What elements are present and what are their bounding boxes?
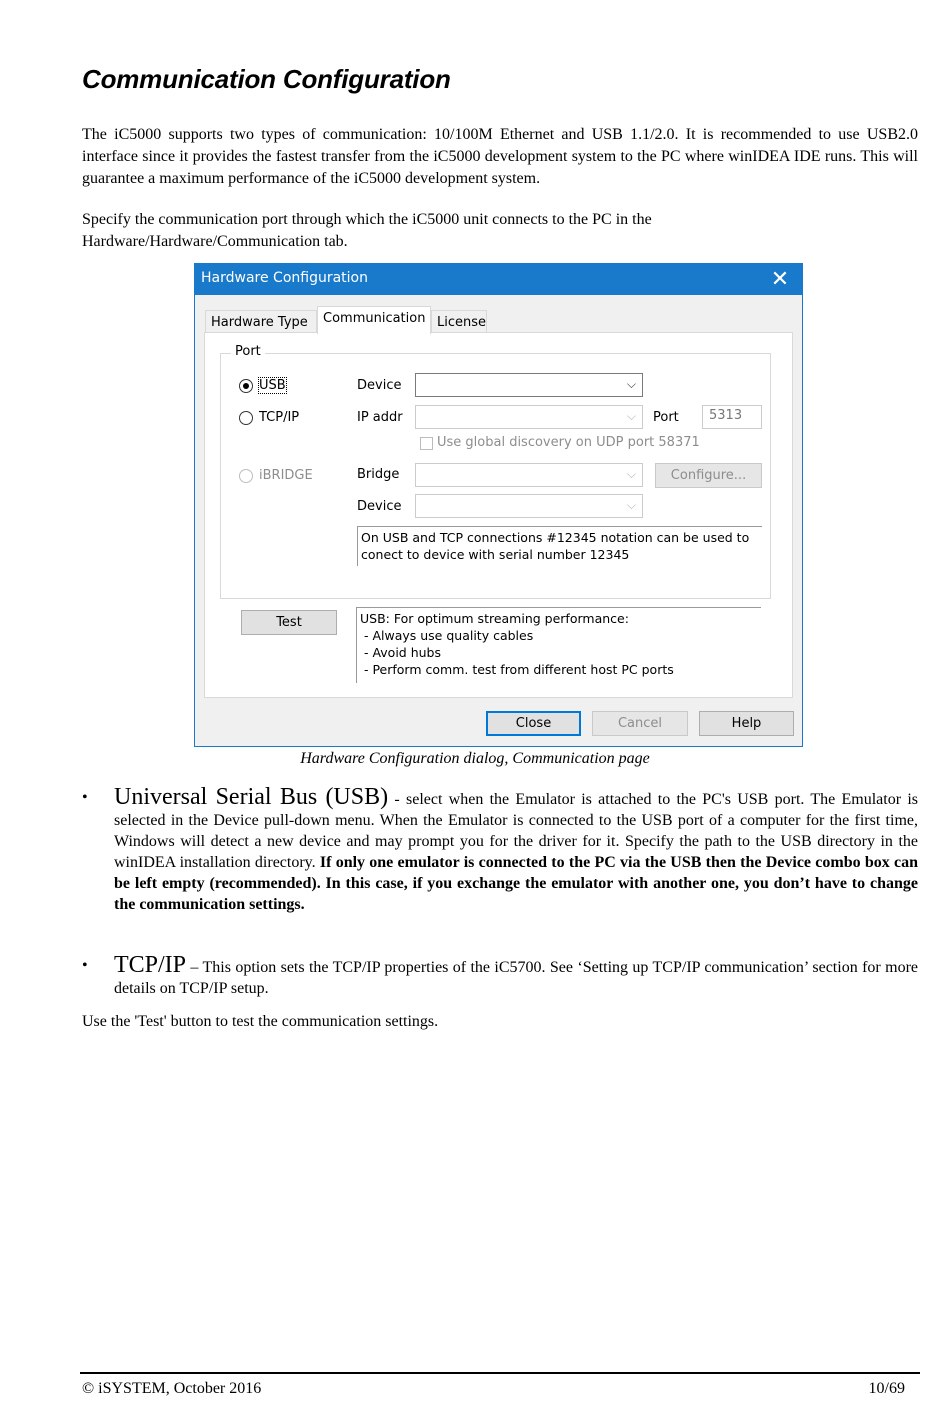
configure-button[interactable]: Configure...	[655, 463, 762, 488]
port-input[interactable]: 5313	[702, 405, 762, 429]
specify-line-1: Specify the communication port through which the iC5000 unit connects to the PC in the	[82, 211, 652, 228]
streaming-tips: USB: For optimum streaming performance: - Always use quality cables - Avoid hubs - Perform comm. test from different host PC ports	[356, 607, 761, 683]
device-label: Device	[357, 378, 402, 393]
footer-rule	[80, 1372, 920, 1374]
usb-bullet-text: - select when the Emulator is attached to the PC's USB port. The Emulator is selected in the Device pull-down menu. When the Emulator is connected to the USB port of a computer for the first time, Windows will detect a new device and may prompt you for the driver for it. Specify the path to the USB directory in the winIDEA installation directory.	[114, 791, 919, 871]
tcpip-radio-label[interactable]: TCP/IP	[259, 410, 300, 425]
chevron-down-icon: ⌵	[626, 409, 636, 423]
test-note: Use the 'Test' button to test the communication settings.	[82, 1013, 439, 1030]
chevron-down-icon: ⌵	[626, 498, 636, 512]
close-button[interactable]: Close	[486, 711, 581, 736]
intro-paragraph: The iC5000 supports two types of communication: 10/100M Ethernet and USB 1.1/2.0. It is recommended to use USB2.0 interface since it provides the fastest transfer from the iC5000 development system to the PC where winIDEA IDE runs. This will guarantee a maximum performance of the iC5000 development system.	[82, 126, 918, 187]
tab-communication[interactable]: Communication	[317, 306, 431, 334]
ip-addr-combo[interactable]	[415, 405, 643, 429]
usb-radio[interactable]	[239, 379, 253, 393]
tcpip-bullet-text: – This option sets the TCP/IP properties of the iC5700. See ‘Setting up TCP/IP communication’ section for more details on TCP/IP setup.	[114, 959, 918, 997]
global-discovery-label[interactable]: Use global discovery on UDP port 58371	[437, 435, 700, 450]
test-button[interactable]: Test	[241, 610, 337, 635]
global-discovery-checkbox[interactable]	[420, 437, 433, 450]
chevron-down-icon: ⌵	[626, 377, 636, 391]
tab-hardware-type[interactable]: Hardware Type	[205, 310, 317, 333]
help-button[interactable]: Help	[699, 711, 794, 736]
bridge-label: Bridge	[357, 467, 400, 482]
usb-bullet	[82, 784, 919, 915]
bridge-device-label: Device	[357, 499, 402, 514]
usb-bullet-body	[114, 784, 919, 915]
hardware-configuration-dialog	[194, 263, 803, 747]
usb-radio-label[interactable]: USB	[259, 378, 286, 393]
usb-bullet-bold: If only one emulator is connected to the PC via the USB then the Device combo box can be left empty (recommended). In this case, if you exchange the emulator with another one, you don’t have to change the communication settings.	[114, 854, 918, 913]
port-group-label: Port	[231, 344, 265, 359]
tcpip-bullet	[82, 952, 918, 999]
page-number: 10/69	[868, 1380, 905, 1397]
bridge-combo[interactable]	[415, 463, 643, 487]
dialog-titlebar	[195, 264, 802, 295]
close-icon[interactable]: ✕	[770, 267, 790, 292]
bullet-glyph: •	[82, 957, 88, 974]
communication-page	[204, 332, 793, 698]
dialog-title: Hardware Configuration	[201, 270, 368, 286]
tcpip-bullet-title: TCP/IP	[114, 952, 187, 978]
specify-paragraph	[82, 209, 918, 253]
usb-bullet-title: Universal Serial Bus (USB)	[114, 784, 389, 810]
info-text: On USB and TCP connections #12345 notation can be used to conect to device with serial number 12345	[357, 526, 762, 566]
tcpip-bullet-body	[114, 952, 918, 999]
bullet-glyph: •	[82, 789, 88, 806]
chevron-down-icon: ⌵	[626, 467, 636, 481]
figure-caption: Hardware Configuration dialog, Communication page	[300, 750, 650, 767]
port-label: Port	[653, 410, 679, 425]
ibridge-radio-label[interactable]: iBRIDGE	[259, 468, 313, 483]
ibridge-radio[interactable]	[239, 469, 253, 483]
ip-addr-label: IP addr	[357, 410, 403, 425]
cancel-button[interactable]: Cancel	[592, 711, 688, 736]
port-groupbox	[220, 344, 771, 599]
tab-license[interactable]: License	[431, 310, 487, 333]
specify-line-2: Hardware/Hardware/Communication tab.	[82, 233, 348, 250]
tcpip-radio[interactable]	[239, 411, 253, 425]
footer-copyright: © iSYSTEM, October 2016	[82, 1380, 262, 1397]
page-title: Communication Configuration	[82, 64, 451, 94]
device-combo[interactable]	[415, 373, 643, 397]
bridge-device-combo[interactable]	[415, 494, 643, 518]
